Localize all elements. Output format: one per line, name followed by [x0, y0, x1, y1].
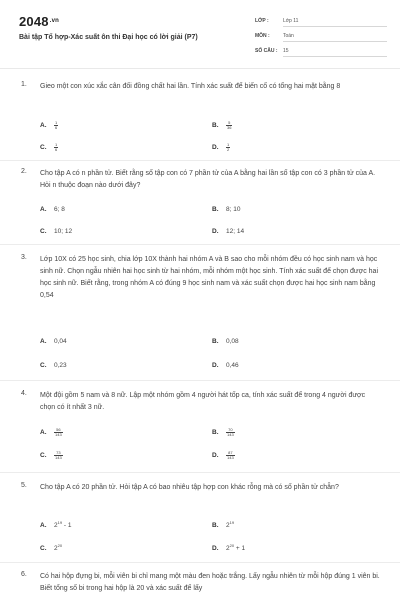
option-b[interactable] — [212, 121, 232, 130]
meta-row-subject — [255, 33, 387, 42]
option-label: A. — [40, 429, 47, 437]
option-fraction: $\frac{70}{143}$ — [227, 427, 234, 437]
question-number: 5. — [21, 482, 27, 489]
option-exponent: 19 — [57, 520, 63, 525]
question-divider — [0, 160, 400, 161]
meta-value: Lớp 11 — [283, 18, 387, 27]
question-divider — [0, 472, 400, 473]
option-value: 0,46 — [226, 362, 239, 369]
question-number: 4. — [21, 390, 27, 397]
meta-key: SỐ CÂU : — [255, 48, 278, 54]
meta-row-count — [255, 48, 387, 57]
option-label: B. — [212, 429, 219, 437]
option-label: A. — [40, 338, 47, 345]
option-value: 0,23 — [54, 362, 67, 369]
option-b[interactable] — [212, 428, 235, 437]
option-label: C. — [40, 452, 47, 460]
option-d[interactable] — [212, 362, 239, 369]
meta-row-class — [255, 18, 387, 27]
question-divider — [0, 562, 400, 563]
option-label: C. — [40, 545, 47, 553]
option-label: C. — [40, 144, 47, 152]
option-fraction: $\frac{73}{143}$ — [55, 450, 62, 460]
option-a[interactable] — [40, 206, 65, 213]
meta-key: MÔN : — [255, 33, 270, 39]
meta-value: 15 — [283, 48, 387, 57]
question-number: 1. — [21, 81, 27, 88]
option-d[interactable] — [212, 543, 245, 552]
option-fraction: $\frac{56}{143}$ — [55, 427, 62, 437]
option-a[interactable] — [40, 338, 67, 345]
option-label: B. — [212, 522, 219, 530]
site-logo[interactable] — [19, 14, 59, 29]
option-c[interactable] — [40, 451, 63, 460]
question-number: 6. — [21, 571, 27, 578]
option-label: C. — [40, 228, 47, 235]
question-text: Gieo một con xúc xắc cân đối đồng chất hai lần. Tính xác suất để biến cố có tổng hai mặt bằng 8 — [40, 83, 341, 90]
option-a[interactable] — [40, 121, 58, 130]
option-label: D. — [212, 362, 219, 369]
option-d[interactable] — [212, 228, 244, 235]
option-exponent: 19 — [229, 520, 235, 525]
logo-suffix: .vn — [49, 18, 60, 24]
option-label: B. — [212, 338, 219, 345]
option-exponent: 20 — [229, 543, 235, 548]
question-text: Cho tập A có 20 phần tử. Hỏi tập A có bao nhiêu tập hợp con khác rỗng mà có số phần tử chẵn? — [40, 484, 339, 491]
option-fraction: $\frac{1}{6}$ — [55, 120, 58, 130]
question-divider — [0, 380, 400, 381]
option-label: D. — [212, 228, 219, 235]
option-a[interactable] — [40, 428, 63, 437]
option-fraction: $\frac{87}{143}$ — [227, 450, 234, 460]
option-b[interactable] — [212, 338, 239, 345]
option-base: 2 — [54, 545, 58, 553]
question-text: Một đội gồm 5 nam và 8 nữ. Lập một nhóm gồm 4 người hát tốp ca, tính xác suất để trong 4 người được chọn có ít nhất 3 nữ. — [40, 392, 366, 411]
option-label: D. — [212, 545, 219, 553]
option-b[interactable] — [212, 520, 234, 529]
header-divider — [0, 68, 400, 69]
option-fraction: $\frac{1}{2}$ — [227, 142, 230, 152]
option-base: 2 — [226, 545, 230, 553]
option-value: 12; 14 — [226, 228, 245, 235]
option-b[interactable] — [212, 206, 240, 213]
question-text: Cho tập A có n phần tử. Biết rằng số tập con có 7 phần tử của A bằng hai lần số tập con có 3 phần tử của A. Hỏi n thuộc đoạn nào dưới đây? — [40, 170, 376, 189]
option-d[interactable] — [212, 143, 230, 152]
option-label: C. — [40, 362, 47, 369]
option-fraction: $\frac{5}{36}$ — [227, 120, 232, 130]
document-title: Bài tập Tổ hợp-Xác suất ôn thi Đại học có lời giải (P7) — [19, 34, 198, 41]
option-value: 0,08 — [226, 338, 239, 345]
option-base: 2 — [226, 522, 230, 530]
option-value: 0,04 — [54, 338, 67, 345]
meta-value: Toán — [283, 33, 387, 42]
meta-key: LỚP : — [255, 18, 269, 24]
option-base: 2 — [54, 522, 58, 530]
option-label: D. — [212, 144, 219, 152]
option-c[interactable] — [40, 143, 58, 152]
logo-main: 2048 — [19, 14, 49, 29]
option-label: D. — [212, 452, 219, 460]
question-text: Lớp 10X có 25 học sinh, chia lớp 10X thành hai nhóm A và B sao cho mỗi nhóm đều có học sinh nam và học sinh nữ. Chọn ngẫu nhiên hai học sinh từ hai nhóm, mỗi nhóm một học sinh. Tính xác suất để chọn được hai học sinh nữ. Biết rằng, trong nhóm A có đúng 9 học sinh nam và xác suất chọn được hai học sinh nam bằng 0,54 — [40, 256, 378, 299]
question-divider — [0, 244, 400, 245]
option-c[interactable] — [40, 543, 62, 552]
option-fraction: $\frac{1}{6}$ — [55, 142, 58, 152]
option-label: A. — [40, 122, 47, 130]
option-tail: - 1 — [62, 522, 72, 530]
option-label: A. — [40, 522, 47, 530]
option-tail: + 1 — [234, 545, 246, 553]
option-c[interactable] — [40, 228, 72, 235]
option-value: 10; 12 — [54, 228, 73, 235]
option-label: B. — [212, 206, 219, 213]
worksheet-header — [0, 0, 400, 66]
option-value: 6; 8 — [54, 206, 65, 213]
question-text: Có hai hộp đựng bi, mỗi viên bi chỉ mang một màu đen hoặc trắng. Lấy ngẫu nhiên từ mỗi hộp đúng 1 viên bi. Biết tổng số bi trong hai hộp là 20 và xác suất để lấy — [40, 573, 380, 592]
option-label: B. — [212, 122, 219, 130]
option-exponent: 20 — [57, 543, 63, 548]
question-number: 2. — [21, 168, 27, 175]
option-c[interactable] — [40, 362, 67, 369]
question-number: 3. — [21, 254, 27, 261]
option-label: A. — [40, 206, 47, 213]
option-a[interactable] — [40, 520, 71, 529]
option-value: 8; 10 — [226, 206, 241, 213]
option-d[interactable] — [212, 451, 235, 460]
